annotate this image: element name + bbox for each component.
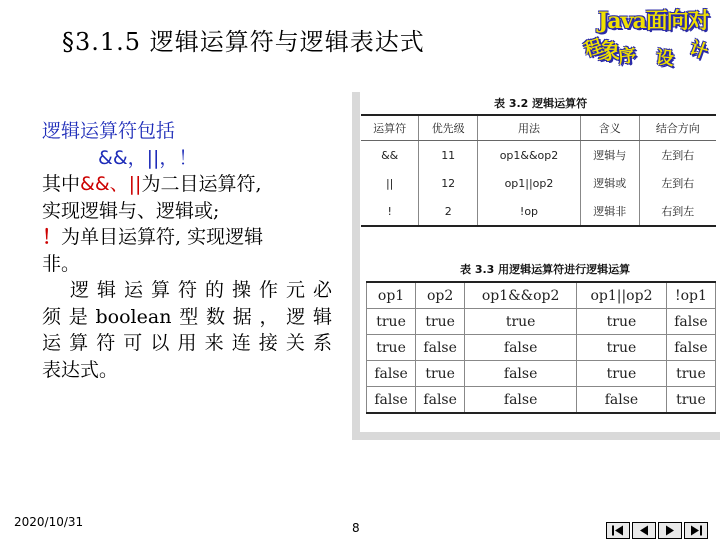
table-header-row — [367, 282, 716, 309]
table-panel-shadow-bottom — [360, 432, 720, 440]
unary-meaning-line: 非。 — [42, 252, 81, 275]
table-cell: true — [577, 309, 667, 335]
logo-char-1: 程 — [581, 35, 606, 62]
table-row — [361, 141, 716, 170]
operand-line-2: 须是boolean型数据，逻辑 — [42, 305, 332, 328]
table-3-2-caption: 表 3.2 逻辑运算符 — [494, 97, 588, 110]
header-cell: op1 — [367, 282, 416, 309]
table-row — [361, 197, 716, 226]
table-cell: false — [666, 335, 715, 361]
previous-slide-button[interactable] — [632, 522, 656, 539]
first-slide-icon — [611, 525, 625, 536]
logo-subtitle — [580, 32, 720, 82]
table-3-3-caption: 表 3.3 用逻辑运算符进行逻辑运算 — [460, 263, 631, 276]
truth-table — [366, 281, 716, 414]
header-cell: op1||op2 — [577, 282, 667, 309]
table-cell: true — [367, 335, 416, 361]
table-cell: false — [666, 309, 715, 335]
unary-operator: ！ — [42, 226, 62, 248]
table-cell: 右到左 — [639, 197, 716, 226]
logical-operators-description — [42, 118, 332, 383]
logo-char-2: 序 — [616, 44, 638, 69]
intro-line: 逻辑运算符包括 — [42, 120, 176, 142]
logo-title: Java面向对象 — [598, 8, 709, 65]
table-cell: 11 — [419, 141, 478, 170]
operand-line-4: 表达式。 — [42, 358, 119, 381]
table-cell: || — [385, 176, 394, 190]
last-slide-button[interactable] — [684, 522, 708, 539]
header-cell: 含义 — [580, 115, 639, 141]
table-cell: false — [416, 335, 465, 361]
table-cell: false — [367, 387, 416, 414]
table-cell: !op — [478, 197, 581, 226]
table-cell: true — [416, 361, 465, 387]
next-slide-icon — [663, 525, 677, 536]
binary-prefix: 其中 — [42, 173, 81, 195]
table-panel-shadow-left — [352, 92, 360, 440]
table-cell: 逻辑与 — [580, 141, 639, 170]
table-cell: true — [666, 387, 715, 414]
table-cell: false — [577, 387, 667, 414]
table-row — [367, 335, 716, 361]
header-cell: op1&&op2 — [465, 282, 577, 309]
table-cell: op1&&op2 — [478, 141, 581, 170]
table-row — [361, 169, 716, 197]
previous-slide-icon — [637, 525, 651, 536]
binary-operators-line — [42, 171, 332, 198]
table-cell: true — [367, 309, 416, 335]
slide-title: §3.1.5 逻辑运算符与逻辑表达式 — [62, 28, 425, 56]
table-row — [367, 361, 716, 387]
table-cell: op1||op2 — [478, 169, 581, 197]
table-cell: false — [465, 361, 577, 387]
table-cell: 左到右 — [639, 141, 716, 170]
table-cell: false — [465, 335, 577, 361]
table-row — [367, 309, 716, 335]
logical-operators-table — [361, 114, 716, 227]
first-slide-button[interactable] — [606, 522, 630, 539]
operand-line-1: 逻辑运算符的操作元必 — [70, 279, 332, 301]
table-cell: 逻辑非 — [580, 197, 639, 226]
operator-list: &&，||，！ — [98, 146, 198, 169]
table-cell: true — [577, 335, 667, 361]
table-cell: 2 — [419, 197, 478, 226]
logo-char-4: 计 — [686, 37, 711, 64]
header-cell: 结合方向 — [639, 115, 716, 141]
table-cell: ! — [361, 197, 419, 226]
table-cell: false — [367, 361, 416, 387]
table-cell: 逻辑或 — [580, 169, 639, 197]
slide-navigation — [606, 522, 710, 539]
header-cell: 运算符 — [361, 115, 419, 141]
binary-operators: &&、|| — [80, 173, 142, 195]
slide-date: 2020/10/31 — [14, 515, 84, 529]
slide-page-number: 8 — [352, 521, 360, 535]
table-cell: && — [381, 148, 399, 162]
java-oop-logo — [580, 0, 720, 84]
table-row — [367, 387, 716, 414]
table-cell: false — [416, 387, 465, 414]
binary-suffix: 为二目运算符, — [141, 173, 262, 195]
logo-char-3: 设 — [654, 47, 675, 70]
table-cell: 左到右 — [639, 169, 716, 197]
unary-operator-line — [42, 224, 332, 251]
unary-suffix: 为单目运算符, 实现逻辑 — [61, 226, 264, 248]
table-cell: 12 — [419, 169, 478, 197]
table-cell: true — [666, 361, 715, 387]
table-cell: false — [465, 387, 577, 414]
header-cell: !op1 — [666, 282, 715, 309]
table-cell: true — [465, 309, 577, 335]
operand-line-3: 运算符可以用来连接关系 — [42, 332, 332, 354]
last-slide-icon — [689, 525, 703, 536]
table-cell: true — [416, 309, 465, 335]
table-cell: true — [577, 361, 667, 387]
binary-meaning-line: 实现逻辑与、逻辑或; — [42, 199, 220, 222]
header-cell: 优先级 — [419, 115, 478, 141]
header-cell: op2 — [416, 282, 465, 309]
next-slide-button[interactable] — [658, 522, 682, 539]
header-cell: 用法 — [478, 115, 581, 141]
table-header-row — [361, 115, 716, 141]
